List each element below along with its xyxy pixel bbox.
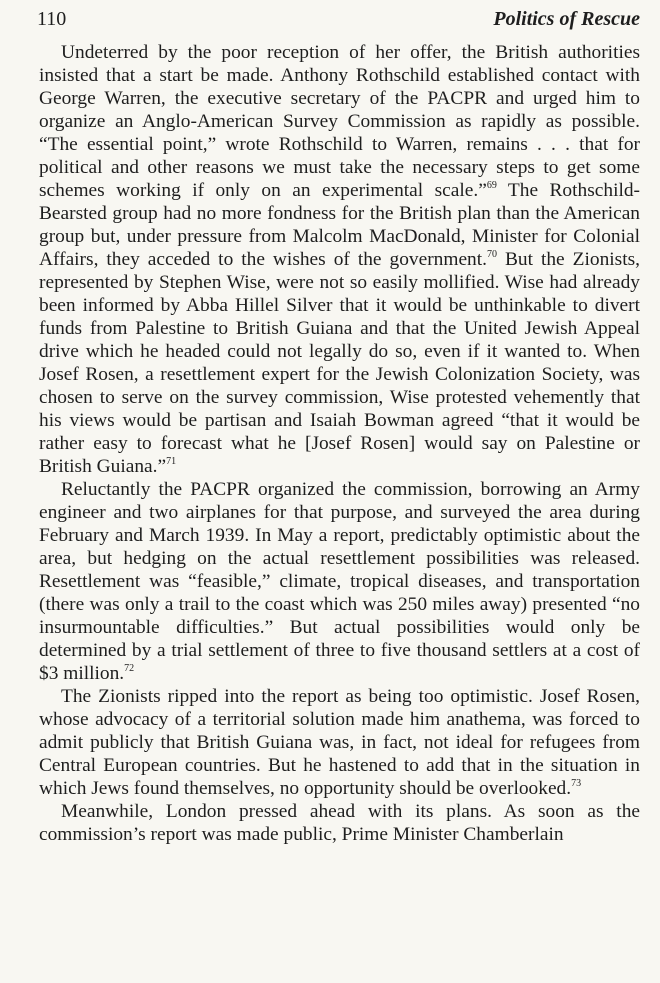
text-segment: Meanwhile, London pressed ahead with its plans. As soon as the commission’s report was made public, Prime Minister Chamberlain — [39, 801, 640, 845]
text-segment: Reluctantly the PACPR organized the commission, borrowing an Army engineer and two airplanes for that purpose, and surveyed the area during February and March 1939. In May a report, predictably optimistic about the area, but hedging on the actual resettlement possibilities was released. Resettlement was “feasible,” climate, tropical diseases, and transportation (there was only a trail to the coast which was 250 miles away) presented “no insurmountable difficulties.” But actual possibilities would only be determined by a trial settlement of three to five thousand settlers at a cost of $3 million. — [39, 479, 640, 684]
page-number: 110 — [37, 8, 67, 30]
paragraph — [39, 800, 640, 846]
page-header — [37, 6, 640, 32]
running-title: Politics of Rescue — [493, 8, 640, 30]
text-segment: But the Zionists, represented by Stephen Wise, were not so easily mollified. Wise had already been informed by Abba Hillel Silver that it would be unthinkable to divert funds from Palestine to British Guiana and that the United Jewish Appeal drive which he headed could not legally do so, even if it wanted to. When Josef Rosen, a resettlement expert for the Jewish Colonization Society, was chosen to serve on the survey commission, Wise protested vehemently that his views would be partisan and Isaiah Bowman agreed “that it would be rather easy to forecast what he [Josef Rosen] would say on Palestine or British Guiana.” — [39, 249, 640, 477]
text-segment: The Rothschild-Bearsted group had no more fondness for the British plan than the American group but, under pressure from Malcolm MacDonald, Minister for Colonial Affairs, they acceded to the wishes of the government. — [39, 180, 640, 270]
text-segment: Undeterred by the poor reception of her offer, the British authorities insisted that a start be made. Anthony Rothschild established contact with George Warren, the executive secretary of the PACPR and urged him to organize an Anglo-American Survey Commission as rapidly as possible. “The essential point,” wrote Rothschild to Warren, remains . . . that for political and other reasons we must take the necessary steps to get some schemes working if only on an experimental scale.” — [39, 42, 640, 201]
footnote-marker: 69 — [486, 180, 497, 191]
text-segment: The Zionists ripped into the report as being too optimistic. Josef Rosen, whose advocacy of a territorial solution made him anathema, was forced to admit publicly that British Guiana was, in fact, not ideal for refugees from Central European countries. But he hastened to add that in the situation in which Jews found themselves, no opportunity should be overlooked. — [39, 686, 640, 799]
paragraph — [39, 685, 640, 800]
footnote-marker: 70 — [486, 249, 497, 260]
body-text — [39, 41, 640, 846]
paragraph — [39, 478, 640, 685]
paragraph — [39, 41, 640, 478]
footnote-marker: 73 — [571, 778, 582, 789]
footnote-marker: 72 — [124, 663, 135, 674]
footnote-marker: 71 — [166, 456, 177, 467]
